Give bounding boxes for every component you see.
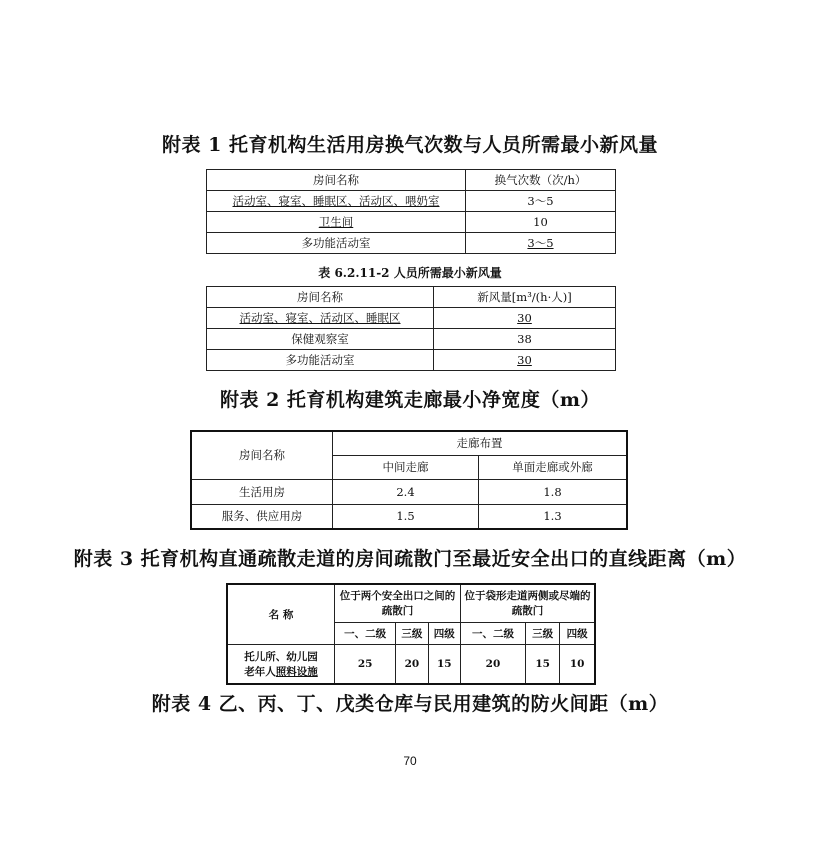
room-name-cell: 保健观察室 bbox=[207, 329, 434, 350]
header-air-change: 换气次数（次/h） bbox=[466, 170, 616, 191]
fresh-air-table bbox=[206, 286, 616, 371]
room-name-cell: 卫生间 bbox=[207, 212, 466, 233]
page-number: 70 bbox=[403, 754, 417, 768]
header-room-name: 房间名称 bbox=[207, 170, 466, 191]
facility-name-cell bbox=[227, 644, 335, 684]
facility-name-line2: 老年人照料设施 bbox=[244, 665, 318, 678]
air-change-table bbox=[206, 169, 616, 254]
header-fresh-air: 新风量[m³/(h·人)] bbox=[434, 287, 616, 308]
evacuation-distance-table bbox=[226, 583, 596, 685]
header-name: 名 称 bbox=[227, 584, 335, 644]
table-row bbox=[207, 329, 616, 350]
table-row bbox=[191, 504, 627, 529]
value-cell: 15 bbox=[526, 644, 560, 684]
room-name-cell: 活动室、寝室、睡眠区、活动区、喂奶室 bbox=[207, 191, 466, 212]
value-cell: 3～5 bbox=[466, 233, 616, 254]
table-row bbox=[207, 233, 616, 254]
appendix-4-title: 附表 4 乙、丙、丁、戊类仓库与民用建筑的防火间距（m） bbox=[151, 693, 669, 715]
value-cell: 38 bbox=[434, 329, 616, 350]
corridor-width-table bbox=[190, 430, 628, 530]
appendix-2-title: 附表 2 托育机构建筑走廊最小净宽度（m） bbox=[219, 389, 601, 411]
table-row bbox=[227, 644, 595, 684]
table-caption: 表 6.2.11-2 人员所需最小新风量 bbox=[318, 266, 502, 280]
table-row bbox=[207, 191, 616, 212]
room-name-cell: 多功能活动室 bbox=[207, 233, 466, 254]
appendix-1-title: 附表 1 托育机构生活用房换气次数与人员所需最小新风量 bbox=[162, 134, 658, 156]
header-corridor-layout: 走廊布置 bbox=[333, 431, 628, 455]
value-cell: 15 bbox=[428, 644, 460, 684]
value-cell: 25 bbox=[335, 644, 396, 684]
header-level: 三级 bbox=[526, 622, 560, 644]
value-cell: 30 bbox=[434, 350, 616, 371]
value-cell: 10 bbox=[466, 212, 616, 233]
room-name-cell: 活动室、寝室、活动区、睡眠区 bbox=[207, 308, 434, 329]
room-name-cell: 服务、供应用房 bbox=[191, 504, 333, 529]
header-level: 四级 bbox=[560, 622, 595, 644]
value-cell: 20 bbox=[396, 644, 428, 684]
facility-name-line1: 托儿所、幼儿园 bbox=[244, 650, 318, 663]
value-cell: 1.3 bbox=[479, 504, 628, 529]
table-row bbox=[207, 350, 616, 371]
table-row bbox=[191, 479, 627, 504]
value-cell: 10 bbox=[560, 644, 595, 684]
header-level: 一、二级 bbox=[460, 622, 525, 644]
header-dead-end: 位于袋形走道两侧或尽端的疏散门 bbox=[460, 584, 595, 622]
value-cell: 3～5 bbox=[466, 191, 616, 212]
header-level: 四级 bbox=[428, 622, 460, 644]
header-room-name: 房间名称 bbox=[207, 287, 434, 308]
header-room-name: 房间名称 bbox=[191, 431, 333, 479]
room-name-cell: 生活用房 bbox=[191, 479, 333, 504]
header-single-corridor: 单面走廊或外廊 bbox=[479, 455, 628, 479]
room-name-cell: 多功能活动室 bbox=[207, 350, 434, 371]
value-cell: 1.8 bbox=[479, 479, 628, 504]
header-between-exits: 位于两个安全出口之间的疏散门 bbox=[335, 584, 461, 622]
table-row bbox=[207, 212, 616, 233]
header-middle-corridor: 中间走廊 bbox=[333, 455, 479, 479]
header-level: 一、二级 bbox=[335, 622, 396, 644]
header-level: 三级 bbox=[396, 622, 428, 644]
value-cell: 2.4 bbox=[333, 479, 479, 504]
value-cell: 20 bbox=[460, 644, 525, 684]
table-row bbox=[207, 308, 616, 329]
appendix-3-title: 附表 3 托育机构直通疏散走道的房间疏散门至最近安全出口的直线距离（m） bbox=[73, 548, 747, 570]
value-cell: 30 bbox=[434, 308, 616, 329]
value-cell: 1.5 bbox=[333, 504, 479, 529]
